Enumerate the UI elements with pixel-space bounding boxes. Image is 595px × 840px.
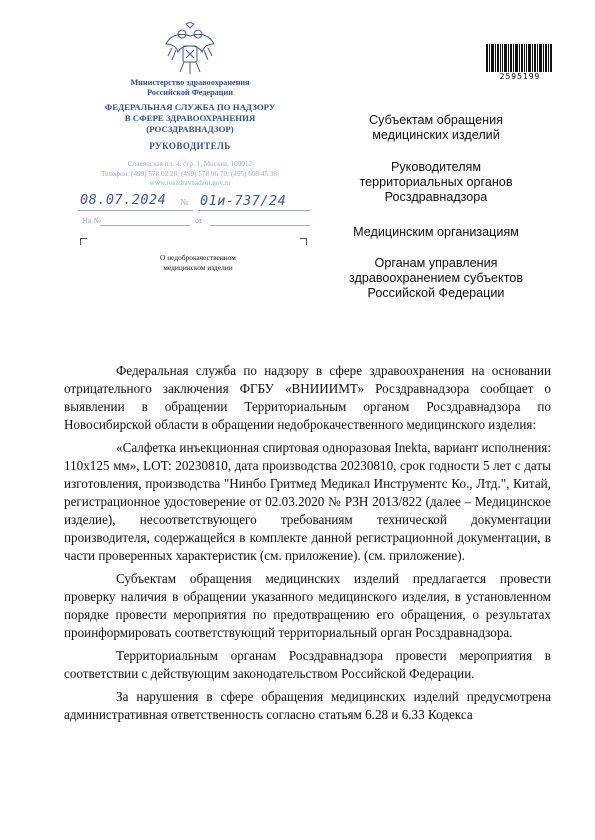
recipient-line: Руководителям bbox=[390, 160, 482, 174]
recipient-line: Органам управления bbox=[374, 256, 498, 270]
registration-number: 01и-737/24 bbox=[200, 193, 287, 209]
agency-line-2: В СФЕРЕ ЗДРАВООХРАНЕНИЯ bbox=[124, 113, 256, 123]
reply-date-label: от bbox=[195, 216, 203, 225]
ministry-line-2: Российской Федерации bbox=[147, 88, 233, 97]
letter-body bbox=[64, 362, 551, 724]
agency-address: Славянская пл. 4, стр. 1, Москва, 109012 bbox=[127, 160, 253, 168]
recipient-line: Российской Федерации bbox=[367, 286, 505, 300]
letter-subject bbox=[138, 253, 258, 273]
reg-number-label: № bbox=[180, 197, 189, 207]
subject-corner-left bbox=[80, 238, 87, 245]
reg-number-underline bbox=[198, 210, 310, 211]
agency-name bbox=[40, 102, 340, 135]
reply-to-underline bbox=[100, 225, 190, 226]
body-paragraph: Субъектам обращения медицинских изделий предлагается провести проверку наличия в обращении указанного медицинского изделия, в установленном порядке провести мероприятия по предотвращению его обращения, о результатах проинформировать соответствующий территориальный орган Росздравнадзора. bbox=[64, 571, 551, 640]
registration-date: 08.07.2024 bbox=[80, 192, 167, 208]
agency-line-3: (РОСЗДРАВНАДЗОР) bbox=[146, 124, 234, 134]
body-paragraph: Территориальным органам Росздравнадзора провести мероприятия в соответствии с действующим законодательством Российской Федерации. bbox=[64, 648, 551, 681]
recipient-line: Субъектам обращения bbox=[369, 113, 503, 127]
recipient-line: территориальных органов bbox=[359, 175, 513, 189]
ministry-line-1: Министерство здравоохранения bbox=[130, 78, 250, 87]
agency-contacts bbox=[40, 160, 340, 189]
reg-date-underline bbox=[78, 210, 193, 211]
head-title: РУКОВОДИТЕЛЬ bbox=[149, 141, 231, 151]
body-paragraph: «Салфетка инъекционная спиртовая одноразовая Inekta, вариант исполнения: 110x125 мм», LOT: 20230810, дата производства 20230810, срок годности 5 лет с даты изготовления, производства "Нинбо Гритмед Медикал Инструментс Ко., Лтд.", Китай, регистрационное удостоверение от 02.03.2020 № РЗН 2013/822 (далее – Медицинское изделие), несоответствующего требованиям технической документации производителя, содержащейся в комплекте данной регистрационной документации, в части проверенных характеристик (см. приложение). (см. приложение). bbox=[64, 440, 551, 563]
recipient-line: медицинских изделий bbox=[372, 128, 500, 142]
coat-of-arms-emblem bbox=[164, 22, 216, 76]
body-paragraph: Федеральная служба по надзору в сфере здравоохранения на основании отрицательного заключения ФГБУ «ВНИИИМТ» Росздравнадзора сообщает о выявлении в обращении Территориальным органом Росздравнадзора по Новосибирской области в обращении недоброкачественного медицинского изделия: bbox=[64, 363, 551, 432]
body-paragraph: За нарушения в сфере обращения медицинских изделий предусмотрена административная ответственность согласно статьям 6.28 и 6.33 Кодекса bbox=[64, 689, 551, 722]
recipient-line: здравоохранением субъектов bbox=[348, 271, 524, 285]
reply-date-underline bbox=[210, 225, 310, 226]
ministry-name bbox=[40, 78, 340, 98]
subject-line-2: медицинском изделии bbox=[163, 263, 233, 272]
agency-phones: Телефон: (499) 578 02 20; (499) 578 06 70; (495) 698 45 38; bbox=[101, 169, 279, 178]
recipient-block bbox=[336, 225, 536, 240]
recipient-line: Медицинским организациям bbox=[353, 225, 519, 239]
subject-line-1: О недоброкачественном bbox=[160, 253, 236, 262]
agency-line-1: ФЕДЕРАЛЬНАЯ СЛУЖБА ПО НАДЗОРУ bbox=[104, 102, 276, 112]
recipient-block bbox=[336, 256, 536, 301]
barcode-number: 2595199 bbox=[499, 72, 541, 81]
agency-website: www.roszdravnadzor.gov.ru bbox=[149, 179, 231, 187]
recipient-block bbox=[336, 113, 536, 143]
recipient-line: Росздравнадзора bbox=[384, 190, 488, 204]
recipient-block bbox=[336, 160, 536, 205]
reply-to-label: На № bbox=[82, 216, 101, 225]
subject-corner-right bbox=[300, 238, 307, 245]
barcode bbox=[486, 44, 552, 72]
